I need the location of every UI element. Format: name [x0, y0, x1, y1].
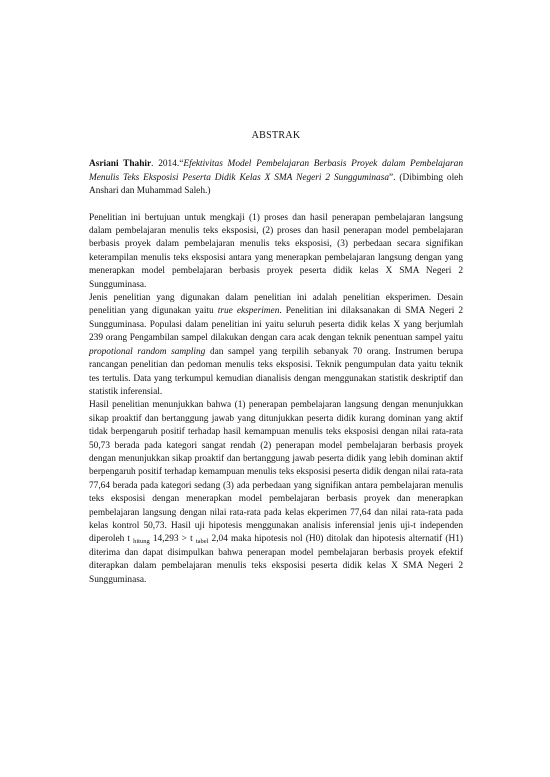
abstract-title: ABSTRAK: [251, 130, 301, 141]
abstract-content: [89, 129, 463, 587]
thesis-title: Efektivitas Model Pembelajaran Berbasis Proyek dalam Pembelajaran Menulis Teks Eksposisi Peserta Didik Kelas X SMA Negeri 2 Sungguminasa: [89, 159, 463, 183]
author-name: Asriani Thahir: [89, 159, 152, 170]
citation-year: . 2014.“: [151, 159, 184, 170]
paragraph-2: Jenis penelitian yang digunakan dalam penelitian ini adalah penelitian eksperimen. Desain penelitian yang digunakan yaitu true eksperimen. Penelitian ini dilaksanakan di SMA Negeri 2 Sungguminasa. Populasi dalam penelitian ini yaitu seluruh peserta didik kelas X yang berjumlah 239 orang Pengambilan sampel dilakukan dengan cara acak dengan teknik penentuan sampel yaitu propotional random sampling dan sampel yang terpilih sebanyak 70 orang. Instrumen berupa rancangan penelitian dan pedoman menulis teks eksposisi. Teknik pengumpulan data yaitu teknik tes tertulis. Data yang terkumpul kemudian dianalisis dengan menggunakan statistik deskriptif dan statistik inferensial.: [89, 293, 464, 397]
paragraph-1: Penelitian ini bertujuan untuk mengkaji (1) proses dan hasil penerapan pembelajaran langsung dalam pembelajaran menulis teks eksposisi, (2) proses dan hasil penerapan model pembelajaran berbasis proyek dalam pembelajaran menulis teks eksposisi, (3) perbedaan secara signifikan keterampilan menulis teks eksposisi antara yang menerapkan pembelajaran langsung dengan yang menerapkan model pembelajaran berbasis proyek peserta didik kelas X SMA Negeri 2 Sungguminasa.: [89, 212, 463, 290]
supervisors: ”. (Dibimbing oleh Anshari dan Muhammad Saleh.): [89, 172, 463, 197]
paragraph-3: Hasil penelitian menunjukkan bahwa (1) penerapan pembelajaran langsung dengan menunjukkan sikap proaktif dan bertanggung jawab yang ditunjukkan peserta didik kurang dominan yang aktif tidak berpengaruh positif terhadap hasil kemampuan menulis teks eksposisi dengan nilai rata-rata 50,73 berada pada kategori sangat rendah (2) penerapan model pembelajaran berbasis proyek dengan menunjukkan sikap proaktif dan bertanggung jawab peserta didik yang lebih dominan aktif berpengaruh positif terhadap kemampuan menulis teks eksposisi peserta didik dengan nilai rata-rata 77,64 berada pada kategori sedang (3) ada perbedaan yang signifikan antara pembelajaran menulis teks eksposisi dengan menerapkan model pembelajaran berbasis proyek dan menerapkan pembelajaran langsung dengan nilai rata-rata pada kelas ekperimen 77,64 dan nilai rata-rata pada kelas kontrol 50,73. Hasil uji hipotesis menggunakan analisis inferensial jenis uji-t independen diperoleh t $_{hitung}$ 14,293 > t $_{tabel}$ 2,04 maka hipotesis nol (H0) ditolak dan hipotesis alternatif (H1) diterima dan dapat disimpulkan bahwa penerapan model pembelajaran berbasis proyek efektif diterapkan dalam pembelajaran menulis teks eksposisi peserta didik kelas X SMA Negeri 2 Sungguminasa.: [89, 400, 464, 585]
citation: [89, 158, 463, 198]
subscript-tabel: tabel: [195, 538, 209, 546]
subscript-hitung: hitung: [133, 538, 150, 546]
